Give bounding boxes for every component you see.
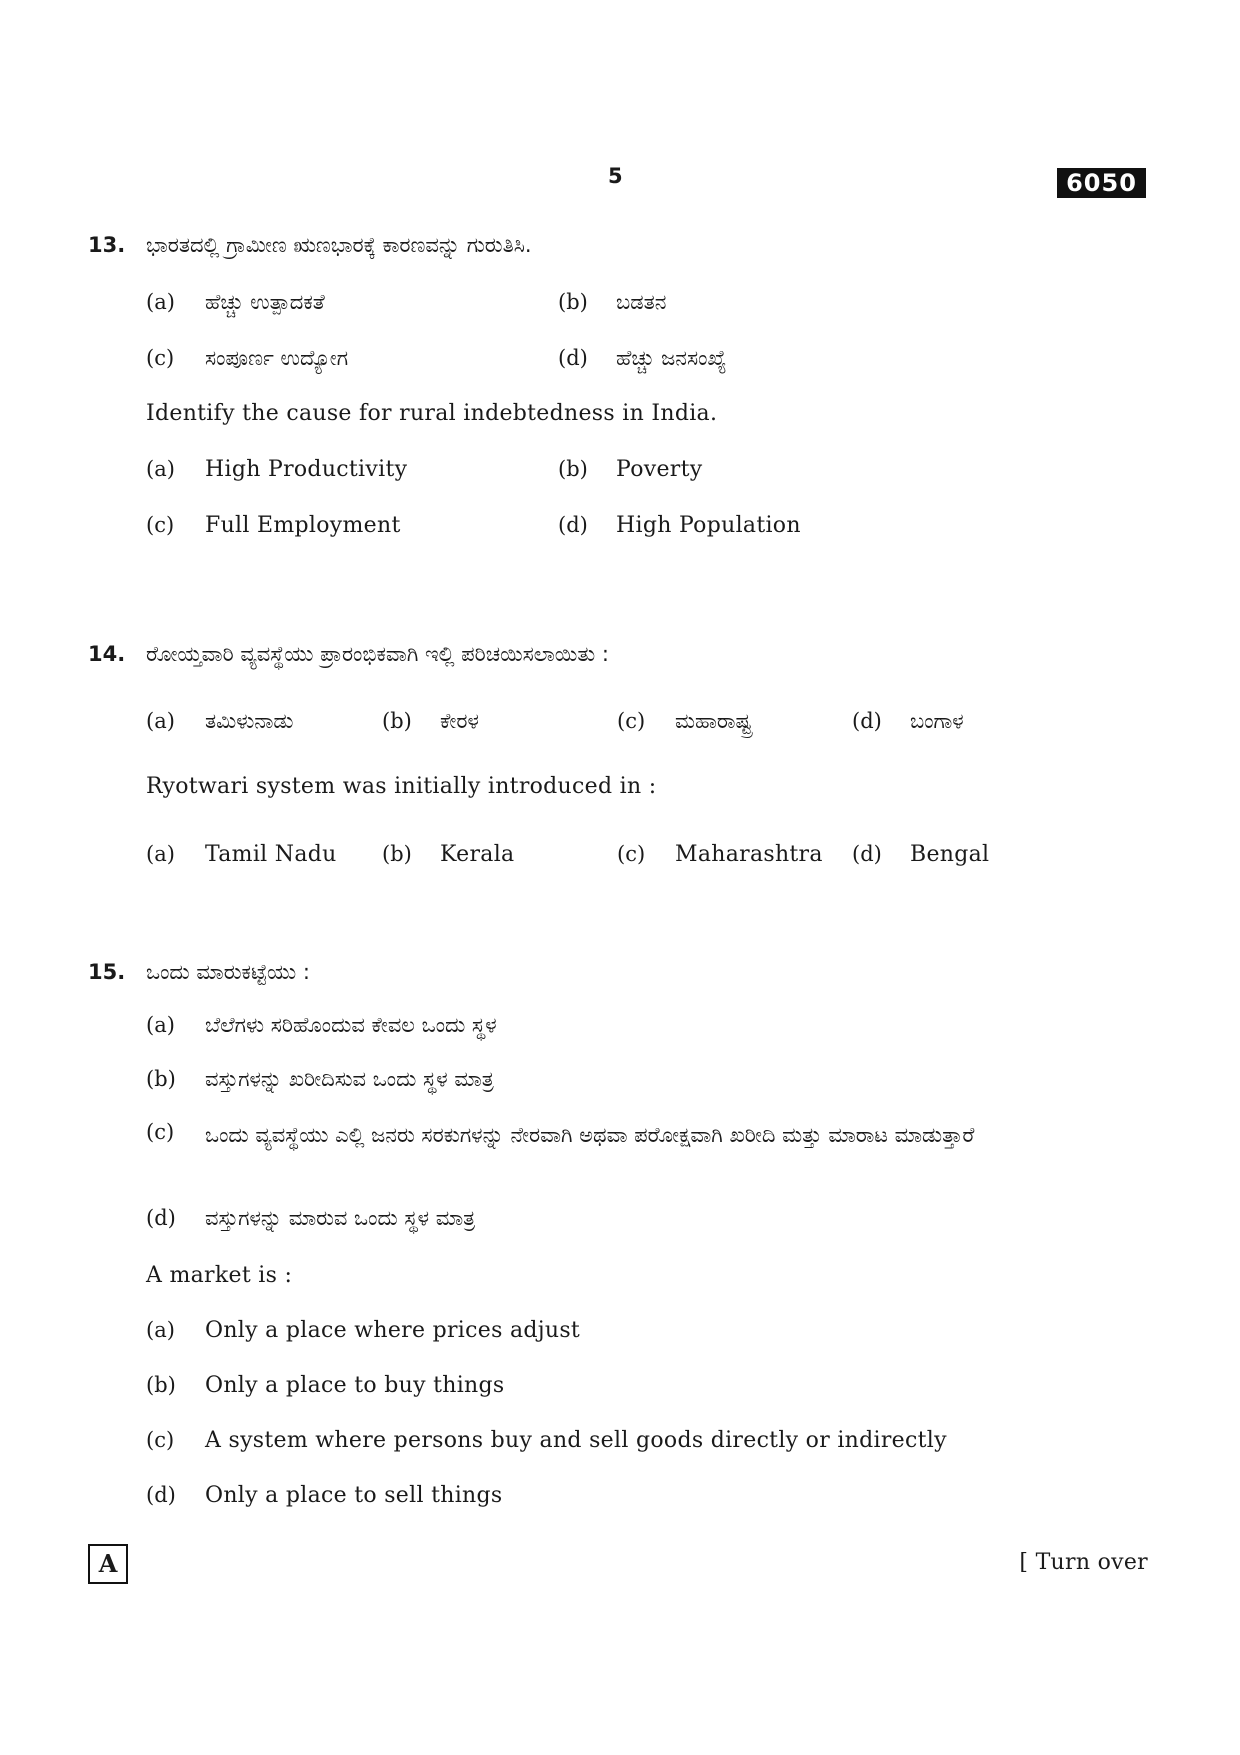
q14-en-option-d-label: (d) bbox=[852, 842, 882, 866]
q15-en-option-c-label: (c) bbox=[146, 1428, 175, 1452]
q15-kn-option-b-label: (b) bbox=[146, 1067, 176, 1091]
q15-en-option-c-text: A system where persons buy and sell goods directly or indirectly bbox=[205, 1428, 947, 1453]
question-15-number: 15. bbox=[88, 960, 126, 984]
question-set-badge: A bbox=[88, 1544, 128, 1584]
q13-kn-option-c-label: (c) bbox=[146, 346, 175, 370]
question-13-number: 13. bbox=[88, 233, 126, 257]
q15-en-option-b-label: (b) bbox=[146, 1373, 176, 1397]
q14-en-option-c-label: (c) bbox=[617, 842, 646, 866]
q14-en-option-a-text: Tamil Nadu bbox=[205, 842, 337, 867]
q14-kn-option-a-text: ತಮಿಳುನಾಡು bbox=[205, 709, 294, 733]
q15-kn-option-d-label: (d) bbox=[146, 1206, 176, 1230]
q14-en-option-c-text: Maharashtra bbox=[675, 842, 823, 867]
page-number: 5 bbox=[608, 164, 623, 188]
q13-kn-option-c-text: ಸಂಪೂರ್ಣ ಉದ್ಯೋಗ bbox=[205, 346, 349, 370]
q13-en-option-a-label: (a) bbox=[146, 457, 175, 481]
q13-kn-option-a-text: ಹೆಚ್ಚು ಉತ್ಪಾದಕತೆ bbox=[205, 290, 325, 314]
q15-kn-option-c-text: ಒಂದು ವ್ಯವಸ್ಥೆಯು ಎಲ್ಲಿ ಜನರು ಸರಕುಗಳನ್ನು ನೇರವಾಗಿ ಅಥವಾ ಪರೋಕ್ಷವಾಗಿ ಖರೀದಿ ಮತ್ತು ಮಾರಾಟ ಮಾಡುತ್ತಾರೆ bbox=[205, 1123, 975, 1147]
turn-over-note: [ Turn over bbox=[1019, 1550, 1148, 1575]
q13-en-option-c-label: (c) bbox=[146, 513, 175, 537]
question-13-english-text: Identify the cause for rural indebtedness in India. bbox=[146, 401, 718, 426]
question-14-english-text: Ryotwari system was initially introduced in : bbox=[146, 774, 657, 799]
paper-code-badge: 6050 bbox=[1057, 168, 1146, 198]
q14-kn-option-c-text: ಮಹಾರಾಷ್ಟ್ರ bbox=[675, 709, 752, 733]
q15-kn-option-a-label: (a) bbox=[146, 1013, 175, 1037]
q14-en-option-b-text: Kerala bbox=[440, 842, 515, 867]
q13-en-option-d-label: (d) bbox=[558, 513, 588, 537]
q13-en-option-a-text: High Productivity bbox=[205, 457, 408, 482]
q14-en-option-a-label: (a) bbox=[146, 842, 175, 866]
q14-kn-option-b-text: ಕೇರಳ bbox=[440, 709, 479, 733]
q15-en-option-d-label: (d) bbox=[146, 1483, 176, 1507]
q13-kn-option-a-label: (a) bbox=[146, 290, 175, 314]
q13-en-option-c-text: Full Employment bbox=[205, 513, 401, 538]
q15-kn-option-b-text: ವಸ್ತುಗಳನ್ನು ಖರೀದಿಸುವ ಒಂದು ಸ್ಥಳ ಮಾತ್ರ bbox=[205, 1067, 494, 1091]
q13-kn-option-d-text: ಹೆಚ್ಚು ಜನಸಂಖ್ಯೆ bbox=[616, 346, 727, 370]
question-15-kannada-text: ಒಂದು ಮಾರುಕಟ್ಟೆಯು : bbox=[146, 960, 310, 984]
q14-kn-option-d-label: (d) bbox=[852, 709, 882, 733]
q14-kn-option-b-label: (b) bbox=[382, 709, 412, 733]
q15-kn-option-d-text: ವಸ್ತುಗಳನ್ನು ಮಾರುವ ಒಂದು ಸ್ಥಳ ಮಾತ್ರ bbox=[205, 1206, 476, 1230]
q13-kn-option-b-label: (b) bbox=[558, 290, 588, 314]
q14-en-option-d-text: Bengal bbox=[910, 842, 990, 867]
q13-en-option-b-label: (b) bbox=[558, 457, 588, 481]
question-13-kannada-text: ಭಾರತದಲ್ಲಿ ಗ್ರಾಮೀಣ ಋಣಭಾರಕ್ಕೆ ಕಾರಣವನ್ನು ಗುರುತಿಸಿ. bbox=[146, 233, 532, 257]
q14-kn-option-a-label: (a) bbox=[146, 709, 175, 733]
question-14-kannada-text: ರೋಯ್ತವಾರಿ ವ್ಯವಸ್ಥೆಯು ಪ್ರಾರಂಭಿಕವಾಗಿ ಇಲ್ಲಿ ಪರಿಚಯಿಸಲಾಯಿತು : bbox=[146, 642, 609, 666]
q15-kn-option-a-text: ಬೆಲೆಗಳು ಸರಿಹೊಂದುವ ಕೇವಲ ಒಂದು ಸ್ಥಳ bbox=[205, 1013, 497, 1037]
q13-en-option-d-text: High Population bbox=[616, 513, 801, 538]
question-15-english-text: A market is : bbox=[146, 1263, 293, 1288]
q15-en-option-a-label: (a) bbox=[146, 1318, 175, 1342]
q14-kn-option-d-text: ಬಂಗಾಳ bbox=[910, 709, 964, 733]
q15-kn-option-c-label: (c) bbox=[146, 1120, 175, 1144]
q15-en-option-b-text: Only a place to buy things bbox=[205, 1373, 505, 1398]
q13-kn-option-d-label: (d) bbox=[558, 346, 588, 370]
q13-kn-option-b-text: ಬಡತನ bbox=[616, 290, 667, 314]
question-14-number: 14. bbox=[88, 642, 126, 666]
q14-kn-option-c-label: (c) bbox=[617, 709, 646, 733]
q15-en-option-d-text: Only a place to sell things bbox=[205, 1483, 503, 1508]
q15-en-option-a-text: Only a place where prices adjust bbox=[205, 1318, 581, 1343]
q14-en-option-b-label: (b) bbox=[382, 842, 412, 866]
q13-en-option-b-text: Poverty bbox=[616, 457, 703, 482]
